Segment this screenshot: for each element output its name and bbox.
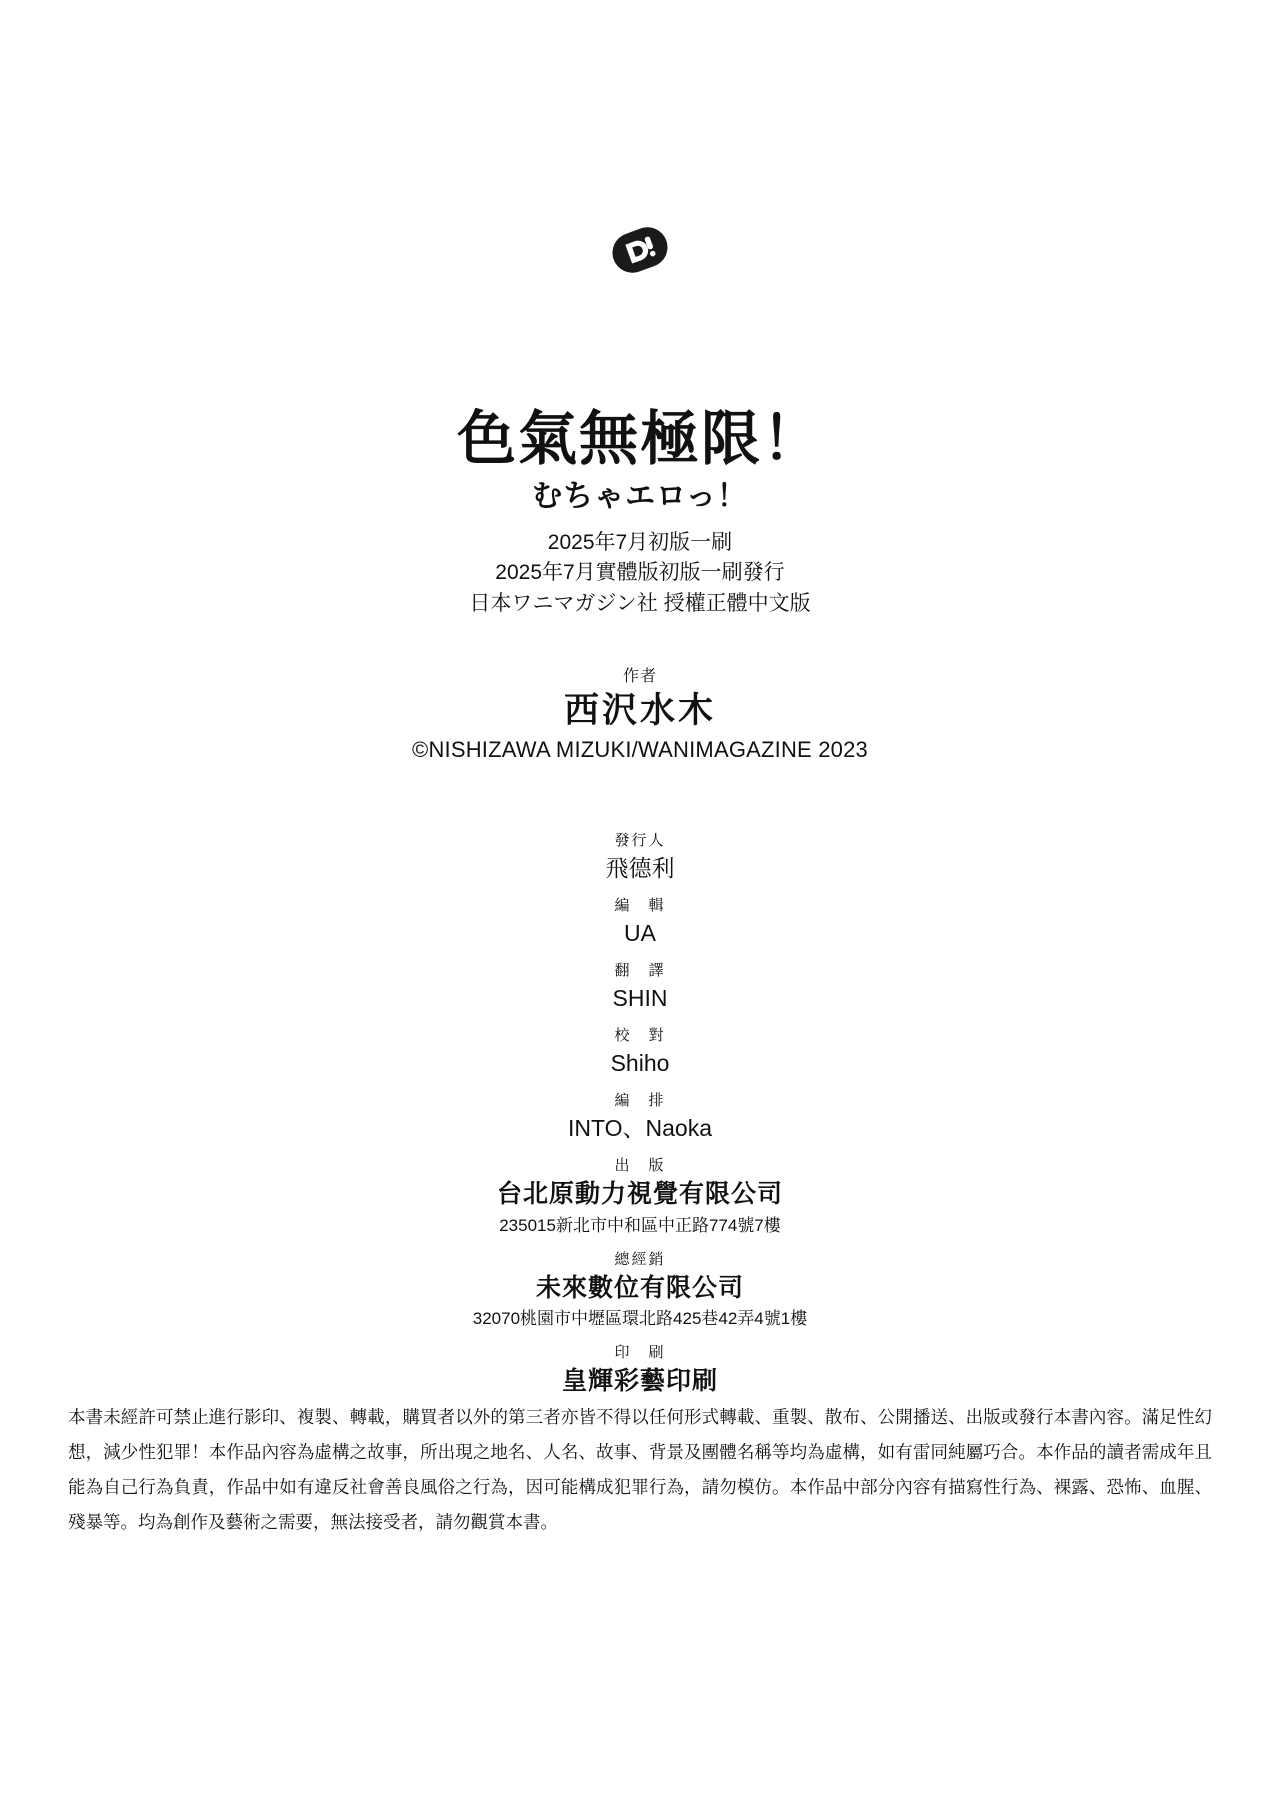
title-block xyxy=(457,407,823,619)
staff-address: 235015新北市中和區中正路774號7樓 xyxy=(499,1215,781,1235)
staff-value: SHIN xyxy=(612,985,668,1012)
staff-role: 印 刷 xyxy=(614,1344,666,1362)
author-role-label: 作者 xyxy=(622,668,657,686)
staff-value: 皇輝彩藝印刷 xyxy=(561,1367,718,1396)
staff-value: 飛德利 xyxy=(605,854,675,881)
publication-line-1: 2025年7月初版一刷 xyxy=(547,530,733,554)
staff-entry xyxy=(0,1341,1280,1399)
staff-value: Shiho xyxy=(610,1050,670,1077)
legal-notice-text: 本書未經許可禁止進行影印、複製、轉載，購買者以外的第三者亦皆不得以任何形式轉載、重製、散布、公開播送、出版或發行本書內容。滿足性幻想，減少性犯罪！本作品內容為虛構之故事，所出現之地名、人名、故事、背景及團體名稱等均為虛構，如有雷同純屬巧合。本作品的讀者需成年且能為自己行為負責，作品中如有違反社會善良風俗之行為，因可能構成犯罪行為，請勿模仿。本作品中部分內容有描寫性行為、裸露、恐怖、血腥、殘暴等。均為創作及藝術之需要，無法接受者，請勿觀賞本書。 xyxy=(68,1407,1212,1532)
staff-entry xyxy=(0,959,1280,1014)
page-subtitle: むちゃエロっ！ xyxy=(532,479,748,513)
staff-entry xyxy=(0,1024,1280,1079)
staff-role: 編 排 xyxy=(614,1092,666,1110)
staff-role: 出 版 xyxy=(614,1157,666,1175)
staff-entry xyxy=(0,829,1280,884)
page-title: 色氣無極限！ xyxy=(456,406,823,472)
publication-info xyxy=(457,528,823,619)
staff-role: 發行人 xyxy=(614,831,666,849)
author-name: 西沢水木 xyxy=(563,691,716,731)
staff-entry xyxy=(0,1154,1280,1238)
staff-value: 台北原動力視覺有限公司 xyxy=(496,1180,783,1209)
staff-role: 編 輯 xyxy=(614,897,666,914)
copyright-line: ©NISHIZAWA MIZUKI/WANIMAGAZINE 2023 xyxy=(412,736,868,762)
staff-entry xyxy=(0,894,1280,949)
staff-credits xyxy=(0,829,1280,1409)
publisher-logo xyxy=(608,218,672,282)
staff-role: 翻 譯 xyxy=(614,962,666,980)
staff-value: INTO、Naoka xyxy=(567,1115,712,1142)
publication-line-3: 日本ワニマガジン社 授權正體中文版 xyxy=(469,591,811,615)
staff-entry xyxy=(0,1248,1280,1332)
staff-role: 校 對 xyxy=(614,1027,666,1045)
staff-entry xyxy=(0,1089,1280,1144)
publication-line-2: 2025年7月實體版初版一刷發行 xyxy=(495,561,785,585)
staff-value: 未來數位有限公司 xyxy=(535,1273,744,1302)
staff-address: 32070桃園市中壢區環北路425巷42弄4號1樓 xyxy=(472,1309,808,1329)
staff-role: 總經銷 xyxy=(614,1250,666,1268)
legal-notice xyxy=(68,1400,1212,1540)
wanimagazine-logo-icon xyxy=(608,218,672,282)
staff-value: UA xyxy=(624,920,656,946)
author-block xyxy=(412,665,868,763)
